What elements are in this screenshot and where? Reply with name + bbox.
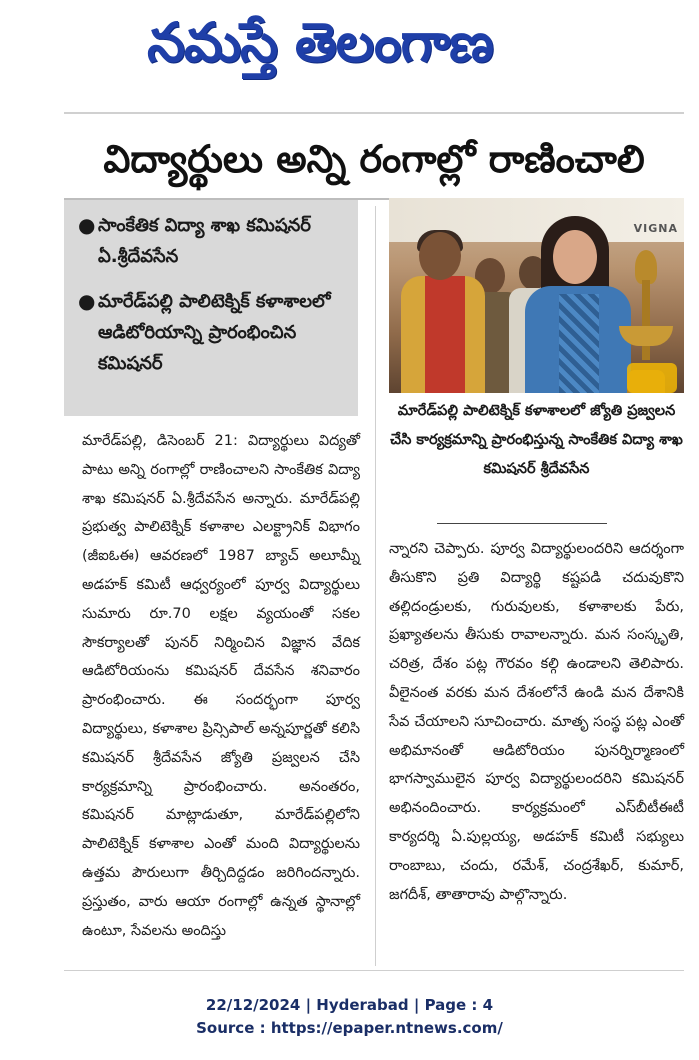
article-body-right: న్నారని చెప్పారు. పూర్వ విద్యార్థులందరిని ఆదర్శంగా తీసుకొని ప్రతి విద్యార్థి కష్టపడి చదువుకొని తల్లిదండ్రులకు, గురువులకు, కళాశాలకు పేరు, ప్రఖ్యాతలను తీసుకు రావాలన్నారు. మన సంస్కృతి, చరిత్ర, దేశం పట్ల గౌరవం కల్గి ఉండాలని తెలిపారు. వీలైనంత వరకు మన దేశంలోనే ఉండి మన దేశానికి సేవ చేయాలని సూచించారు. మాతృ సంస్థ పట్ల ఎంతో అభిమానంతో ఆడిటోరియం పునర్నిర్మాణంలో భాగస్వాములైన పూర్వ విద్యార్థులందరిని కమిషనర్ అభినందించారు. కార్యక్రమంలో ఎస్‌బీటీఈటీ కార్యదర్శి ఏ.పుల్లయ్య, అడహక్ కమిటీ సభ్యులు రాంబాబు, చందు, రమేశ్, చంద్రశేఖర్, కుమార్, జగదీశ్, తాతారావు పాల్గొన్నారు. [389, 541, 684, 903]
news-photo [389, 198, 684, 393]
bullet-icon: ● [78, 289, 96, 313]
highlight-text: సాంకేతిక విద్యా శాఖ కమిషనర్ ఏ.శ్రీదేవసేన [98, 215, 311, 267]
footer-date-edition-page: 22/12/2024 | Hyderabad | Page : 4 [205, 996, 494, 1014]
caption-divider [437, 523, 607, 524]
highlights-box [64, 200, 358, 416]
highlight-item [78, 286, 350, 379]
masthead-divider [64, 112, 684, 114]
masthead-logo: నమస్తే తెలంగాణ [147, 11, 493, 74]
article-body-left: మారేడ్‌పల్లి, డిసెంబర్ 21: విద్యార్థులు విద్యతో పాటు అన్ని రంగాల్లో రాణించాలని సాంకేతిక విద్యా శాఖ కమిషనర్ ఏ.శ్రీదేవసేన అన్నారు. మారేడ్‌పల్లి ప్రభుత్వ పాలిటెక్నిక్ కళాశాల ఎలక్ట్రానిక్ విభాగం (జీఐఓఈ) ఆవరణలో 1987 బ్యాచ్ అలూమ్నీ అడహక్ కమిటీ ఆధ్వర్యంలో పూర్వ విద్యార్థులు సుమారు రూ.70 లక్షల వ్యయంతో సకల సౌకర్యాలతో పునర్ నిర్మించిన విజ్ఞాన వేదిక ఆడిటోరియంను కమిషనర్ దేవసేన శనివారం ప్రారంభించారు. ఈ సందర్భంగా పూర్వ విద్యార్థులు, కళాశాల ప్రిన్సిపాల్ అన్నపూర్ణతో కలిసి కమిషనర్ శ్రీదేవసేన జ్యోతి ప్రజ్వలన చేసి కార్యక్రమాన్ని ప్రారంభించారు. అనంతరం, కమిషనర్ మాట్లాడుతూ, మారేడ్‌పల్లిలోని పాలిటెక్నిక్ కళాశాల ఎంతో మంది విద్యార్థులను ఉత్తమ పౌరులుగా తీర్చిదిద్దడం జరిగిందన్నారు. ప్రస్తుతం, వారు ఆయా రంగాల్లో ఉన్నత స్థానాల్లో ఉంటూ, సేవలను అందిస్తు [82, 433, 360, 939]
column-divider [375, 206, 376, 966]
highlight-text: మారేడ్‌పల్లి పాలిటెక్నిక్ కళాశాలలో ఆడిటోరియాన్ని ప్రారంభించిన కమిషనర్ [98, 291, 331, 374]
bullet-icon: ● [78, 213, 96, 237]
footer-source-link[interactable]: Source : https://epaper.ntnews.com/ [196, 1019, 503, 1037]
article-headline: విద్యార్థులు అన్ని రంగాల్లో రాణించాలి [103, 137, 645, 181]
photo-banner-text: VIGNA [633, 222, 678, 235]
photo-caption: మారేడ్‌పల్లి పాలిటెక్నిక్ కళాశాలలో జ్యోతి ప్రజ్వలన చేసి కార్యక్రమాన్ని ప్రారంభిస్తున్న సాంకేతిక విద్యా శాఖ కమిషనర్ శ్రీదేవసేన [390, 403, 683, 477]
highlight-item [78, 210, 350, 272]
photo-person [397, 232, 489, 393]
footer-divider [64, 970, 684, 971]
flower-decoration [627, 363, 677, 393]
